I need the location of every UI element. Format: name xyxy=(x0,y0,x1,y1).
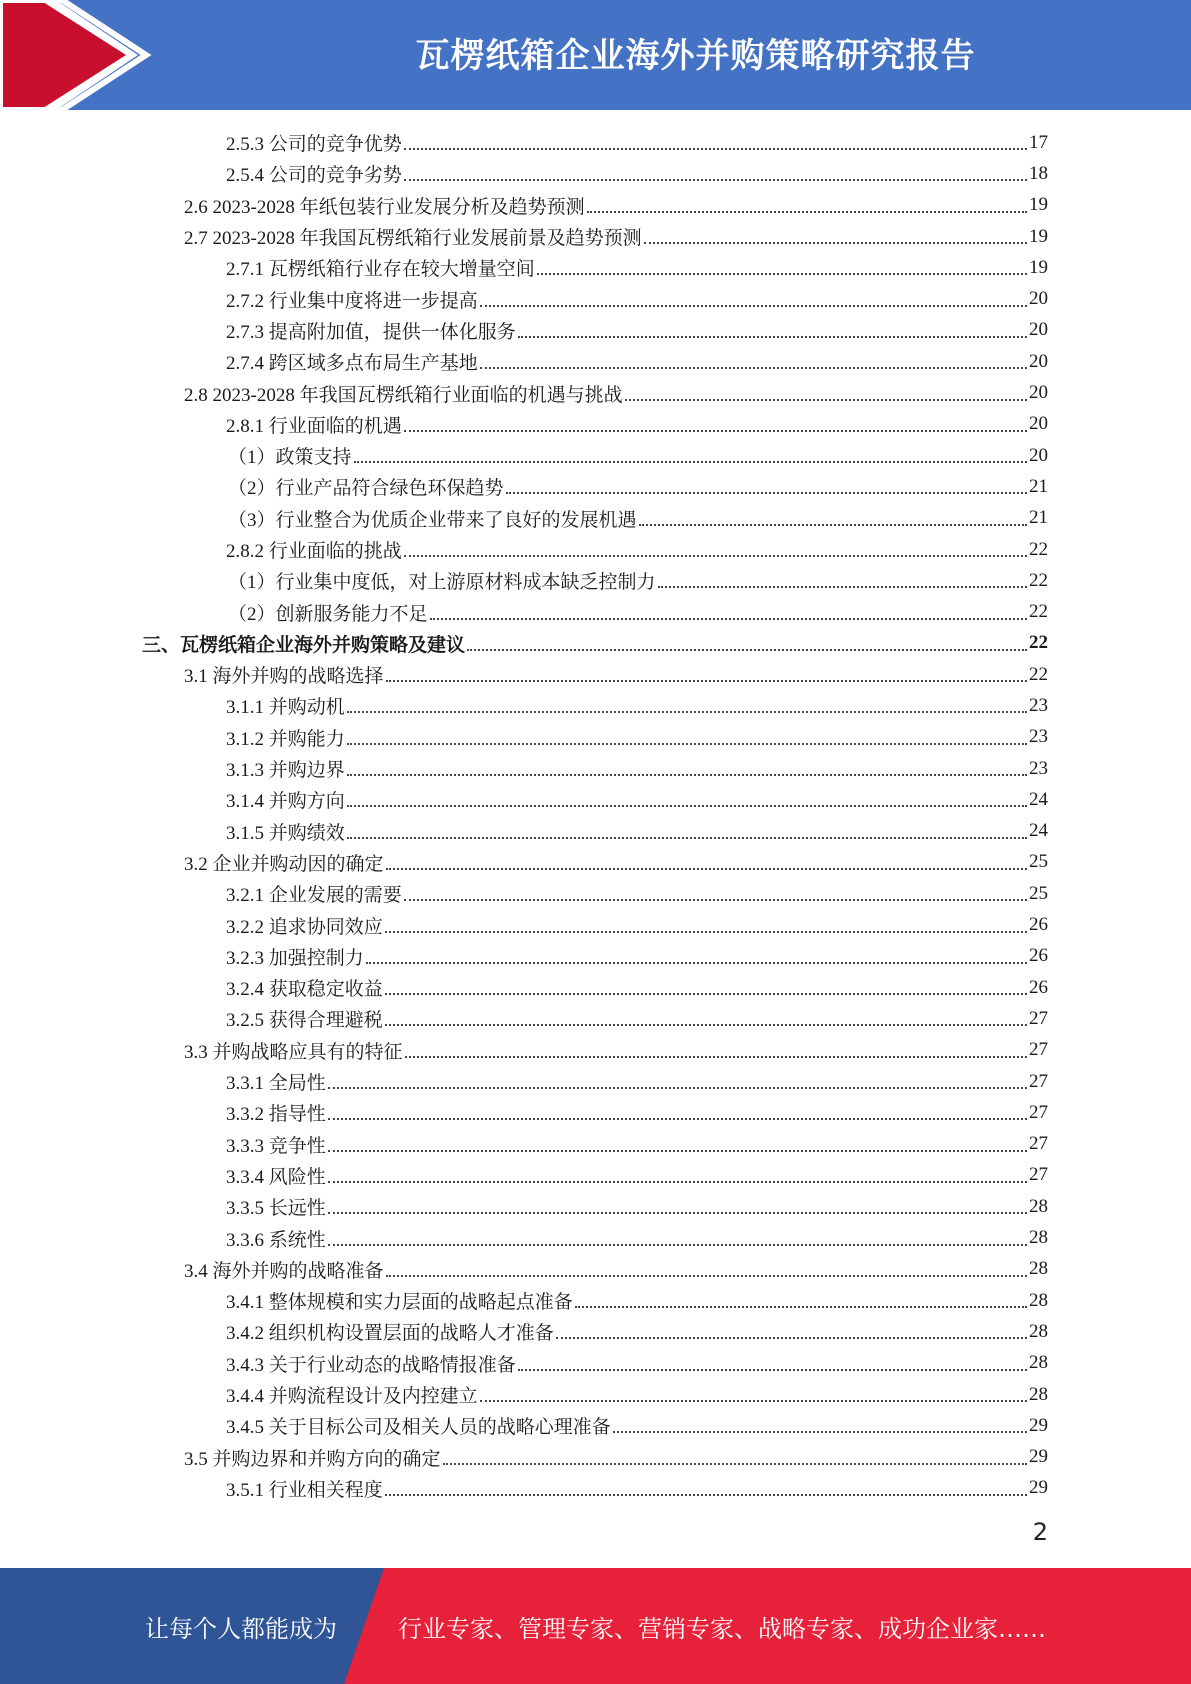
toc-dot-leader xyxy=(658,585,1027,588)
toc-dot-leader xyxy=(625,398,1027,401)
toc-entry-page: 27 xyxy=(1029,1101,1048,1123)
toc-entry-page: 29 xyxy=(1029,1446,1048,1468)
toc-entry[interactable] xyxy=(142,596,1048,627)
toc-entry-title: 3.1 海外并购的战略选择 xyxy=(184,666,384,688)
toc-entry[interactable] xyxy=(142,534,1048,565)
page-header xyxy=(0,0,1191,110)
toc-dot-leader xyxy=(347,742,1027,745)
toc-entry-title: 3.4.1 整体规模和实力层面的战略起点准备 xyxy=(226,1292,573,1314)
toc-entry-page: 26 xyxy=(1029,914,1048,936)
toc-entry-title: 3.2.1 企业发展的需要 xyxy=(226,885,402,907)
toc-dot-leader xyxy=(386,679,1027,682)
toc-entry-title: 3.4 海外并购的战略准备 xyxy=(184,1260,384,1282)
toc-entry-page: 28 xyxy=(1029,1195,1048,1217)
toc-entry[interactable] xyxy=(142,690,1048,721)
toc-entry[interactable] xyxy=(142,471,1048,502)
toc-entry-page: 19 xyxy=(1029,225,1048,247)
toc-entry-title: （1）行业集中度低，对上游原材料成本缺乏控制力 xyxy=(228,572,656,594)
toc-entry[interactable] xyxy=(142,1316,1048,1347)
toc-entry-page: 21 xyxy=(1029,475,1048,497)
toc-entry-page: 22 xyxy=(1029,663,1048,685)
toc-entry[interactable] xyxy=(142,784,1048,815)
toc-entry-title: 3.2.4 获取稳定收益 xyxy=(226,979,383,1001)
toc-entry-page: 28 xyxy=(1029,1289,1048,1311)
toc-entry[interactable] xyxy=(142,440,1048,471)
toc-entry-page: 22 xyxy=(1029,632,1048,654)
table-of-contents xyxy=(142,127,1048,1504)
page-number: 2 xyxy=(1032,1518,1048,1546)
toc-dot-leader xyxy=(385,1023,1027,1026)
toc-entry-title: 3.1.3 并购边界 xyxy=(226,760,345,782)
toc-entry-page: 29 xyxy=(1029,1414,1048,1436)
toc-entry-title: 2.6 2023-2028 年纸包装行业发展分析及趋势预测 xyxy=(184,196,585,218)
toc-entry-title: 3.3.2 指导性 xyxy=(226,1104,326,1126)
toc-dot-leader xyxy=(385,930,1027,933)
toc-entry-page: 20 xyxy=(1029,319,1048,341)
toc-entry-title: 3.5 并购边界和并购方向的确定 xyxy=(184,1448,441,1470)
toc-entry-page: 19 xyxy=(1029,194,1048,216)
toc-entry[interactable] xyxy=(142,909,1048,940)
toc-dot-leader xyxy=(467,648,1027,651)
toc-entry-title: 3.3.4 风险性 xyxy=(226,1166,326,1188)
toc-entry-title: 3.1.4 并购方向 xyxy=(226,791,345,813)
toc-dot-leader xyxy=(366,961,1027,964)
toc-entry-page: 20 xyxy=(1029,444,1048,466)
toc-entry-title: 2.7.1 瓦楞纸箱行业存在较大增量空间 xyxy=(226,259,535,281)
toc-dot-leader xyxy=(537,272,1027,275)
toc-entry-title: 2.5.4 公司的竞争劣势 xyxy=(226,165,402,187)
toc-dot-leader xyxy=(354,460,1027,463)
toc-entry-page: 29 xyxy=(1029,1477,1048,1499)
toc-entry-page: 19 xyxy=(1029,256,1048,278)
toc-entry-page: 20 xyxy=(1029,288,1048,310)
toc-entry-title: 3.2.3 加强控制力 xyxy=(226,947,364,969)
toc-entry-title: 3.2.2 追求协同效应 xyxy=(226,916,383,938)
toc-entry-title: 2.8.2 行业面临的挑战 xyxy=(226,541,402,562)
toc-entry-title: 2.7.2 行业集中度将进一步提高 xyxy=(226,290,478,312)
toc-dot-leader xyxy=(443,1462,1027,1465)
toc-entry-title: 3.4.5 关于目标公司及相关人员的战略心理准备 xyxy=(226,1417,611,1439)
toc-entry[interactable] xyxy=(142,1410,1048,1441)
toc-entry[interactable] xyxy=(142,1285,1048,1316)
toc-entry[interactable] xyxy=(142,127,1048,158)
report-title: 瓦楞纸箱企业海外并购策略研究报告 xyxy=(415,35,976,76)
toc-entry-title: 3.3.3 竞争性 xyxy=(226,1135,326,1157)
toc-entry[interactable] xyxy=(142,816,1048,847)
toc-entry[interactable] xyxy=(142,972,1048,1003)
toc-entry[interactable] xyxy=(142,283,1048,314)
toc-entry-page: 23 xyxy=(1029,694,1048,716)
toc-entry-title: 3.3.6 系统性 xyxy=(226,1229,326,1251)
toc-dot-leader xyxy=(518,1368,1027,1371)
toc-entry-title: （1）政策支持 xyxy=(228,447,352,469)
toc-entry-title: 2.5.3 公司的竞争优势 xyxy=(226,134,402,156)
toc-entry-page: 28 xyxy=(1029,1320,1048,1342)
toc-dot-leader xyxy=(347,710,1027,713)
toc-entry-title: 3.5.1 行业相关程度 xyxy=(226,1479,383,1501)
toc-entry-page: 27 xyxy=(1029,1164,1048,1186)
toc-entry-page: 22 xyxy=(1029,601,1048,623)
footer-slogan-left: 让每个人都能成为 xyxy=(145,1614,337,1643)
toc-entry-page: 22 xyxy=(1029,538,1048,560)
toc-entry-page: 28 xyxy=(1029,1383,1048,1405)
toc-entry[interactable] xyxy=(142,753,1048,784)
toc-entry-page: 28 xyxy=(1029,1258,1048,1280)
toc-entry[interactable] xyxy=(142,565,1048,596)
toc-dot-leader xyxy=(347,773,1027,776)
toc-entry[interactable] xyxy=(142,847,1048,878)
toc-dot-leader xyxy=(613,1430,1027,1433)
toc-entry-title: （3）行业整合为优质企业带来了良好的发展机遇 xyxy=(228,509,637,531)
toc-entry-title: 3.3 并购战略应具有的特征 xyxy=(184,1041,403,1063)
toc-dot-leader xyxy=(386,867,1027,870)
toc-entry-title: 3.4.3 关于行业动态的战略情报准备 xyxy=(226,1354,516,1376)
toc-entry[interactable] xyxy=(142,409,1048,440)
toc-entry-title: 3.1.1 并购动机 xyxy=(226,697,345,719)
toc-entry-title: （2）创新服务能力不足 xyxy=(228,603,428,625)
toc-entry-page: 22 xyxy=(1029,569,1048,591)
toc-entry[interactable] xyxy=(142,1348,1048,1379)
toc-dot-leader xyxy=(506,491,1027,494)
toc-entry-page: 23 xyxy=(1029,757,1048,779)
toc-entry[interactable] xyxy=(142,1222,1048,1253)
toc-entry-page: 18 xyxy=(1029,162,1048,184)
toc-entry[interactable] xyxy=(142,1254,1048,1285)
toc-dot-leader xyxy=(480,1399,1027,1402)
toc-dot-leader xyxy=(328,1086,1027,1089)
page-footer xyxy=(0,1568,1191,1684)
toc-entry-title: （2）行业产品符合绿色环保趋势 xyxy=(228,478,504,500)
toc-entry-page: 21 xyxy=(1029,507,1048,529)
toc-entry[interactable] xyxy=(142,1035,1048,1066)
toc-dot-leader xyxy=(385,992,1027,995)
toc-dot-leader xyxy=(480,304,1027,307)
toc-entry[interactable] xyxy=(142,158,1048,189)
toc-entry[interactable] xyxy=(142,1160,1048,1191)
toc-dot-leader xyxy=(430,617,1027,620)
toc-dot-leader xyxy=(404,147,1027,150)
toc-entry[interactable] xyxy=(142,190,1048,221)
toc-dot-leader xyxy=(328,1211,1027,1214)
toc-dot-leader xyxy=(405,1055,1027,1058)
toc-entry-page: 25 xyxy=(1029,882,1048,904)
toc-dot-leader xyxy=(385,1493,1027,1496)
toc-entry[interactable] xyxy=(142,221,1048,252)
toc-dot-leader xyxy=(386,1274,1027,1277)
toc-entry[interactable] xyxy=(142,1191,1048,1222)
toc-dot-leader xyxy=(480,366,1027,369)
toc-entry-page: 23 xyxy=(1029,726,1048,748)
toc-entry-page: 27 xyxy=(1029,1039,1048,1061)
toc-entry-page: 27 xyxy=(1029,1133,1048,1155)
toc-entry[interactable] xyxy=(142,377,1048,408)
toc-dot-leader xyxy=(404,429,1027,432)
header-chevron-graphic xyxy=(0,0,160,110)
toc-entry-title: 2.8.1 行业面临的机遇 xyxy=(226,415,402,437)
toc-entry-title: 2.7.3 提高附加值，提供一体化服务 xyxy=(226,321,516,343)
toc-entry[interactable] xyxy=(142,659,1048,690)
toc-entry-title: 2.7.4 跨区域多点布局生产基地 xyxy=(226,353,478,375)
toc-entry[interactable] xyxy=(142,722,1048,753)
toc-entry-page: 26 xyxy=(1029,945,1048,967)
toc-entry[interactable] xyxy=(142,1003,1048,1034)
toc-dot-leader xyxy=(328,1180,1027,1183)
toc-entry-page: 24 xyxy=(1029,788,1048,810)
toc-entry[interactable] xyxy=(142,252,1048,283)
toc-entry[interactable] xyxy=(142,1441,1048,1472)
toc-entry-title: 2.7 2023-2028 年我国瓦楞纸箱行业发展前景及趋势预测 xyxy=(184,228,642,250)
toc-entry[interactable] xyxy=(142,878,1048,909)
toc-dot-leader xyxy=(347,804,1027,807)
toc-entry-page: 20 xyxy=(1029,382,1048,404)
toc-entry[interactable] xyxy=(142,346,1048,377)
toc-entry-page: 20 xyxy=(1029,413,1048,435)
toc-dot-leader xyxy=(556,1336,1027,1339)
toc-entry-page: 25 xyxy=(1029,851,1048,873)
toc-dot-leader xyxy=(518,335,1027,338)
toc-entry-title: 3.4.4 并购流程设计及内控建立 xyxy=(226,1386,478,1408)
toc-entry-page: 17 xyxy=(1029,131,1048,153)
toc-entry-title: 3.3.1 全局性 xyxy=(226,1073,326,1095)
toc-dot-leader xyxy=(404,898,1027,901)
footer-slogan-right: 行业专家、管理专家、营销专家、战略专家、成功企业家…… xyxy=(398,1614,1046,1643)
toc-dot-leader xyxy=(575,1305,1027,1308)
toc-entry-title: 3.4.2 组织机构设置层面的战略人才准备 xyxy=(226,1323,554,1345)
toc-entry-page: 28 xyxy=(1029,1227,1048,1249)
toc-entry-title: 3.2.5 获得合理避税 xyxy=(226,1010,383,1032)
toc-dot-leader xyxy=(587,210,1027,213)
toc-entry[interactable] xyxy=(142,941,1048,972)
toc-entry[interactable] xyxy=(142,503,1048,534)
toc-entry[interactable] xyxy=(142,628,1048,659)
toc-dot-leader xyxy=(404,554,1027,557)
toc-entry[interactable] xyxy=(142,1066,1048,1097)
toc-entry-page: 27 xyxy=(1029,1007,1048,1029)
toc-dot-leader xyxy=(328,1243,1027,1246)
toc-entry-title: 3.2 企业并购动因的确定 xyxy=(184,853,384,875)
toc-entry-page: 27 xyxy=(1029,1070,1048,1092)
toc-dot-leader xyxy=(644,241,1027,244)
toc-entry-title: 3.1.2 并购能力 xyxy=(226,728,345,750)
toc-entry-title: 3.3.5 长远性 xyxy=(226,1198,326,1220)
toc-entry-title: 3.1.5 并购绩效 xyxy=(226,822,345,844)
toc-entry[interactable] xyxy=(142,1129,1048,1160)
toc-entry-page: 26 xyxy=(1029,976,1048,998)
toc-dot-leader xyxy=(639,523,1027,526)
toc-entry[interactable] xyxy=(142,1379,1048,1410)
toc-entry-page: 20 xyxy=(1029,350,1048,372)
toc-dot-leader xyxy=(328,1149,1027,1152)
toc-dot-leader xyxy=(347,836,1027,839)
toc-entry[interactable] xyxy=(142,315,1048,346)
toc-entry-title: 2.8 2023-2028 年我国瓦楞纸箱行业面临的机遇与挑战 xyxy=(184,384,623,406)
toc-entry[interactable] xyxy=(142,1097,1048,1128)
toc-dot-leader xyxy=(404,178,1027,181)
toc-entry-title: 三、瓦楞纸箱企业海外并购策略及建议 xyxy=(142,634,466,656)
toc-entry-page: 24 xyxy=(1029,820,1048,842)
toc-entry-page: 28 xyxy=(1029,1352,1048,1374)
toc-dot-leader xyxy=(328,1117,1027,1120)
toc-entry[interactable] xyxy=(142,1473,1048,1504)
